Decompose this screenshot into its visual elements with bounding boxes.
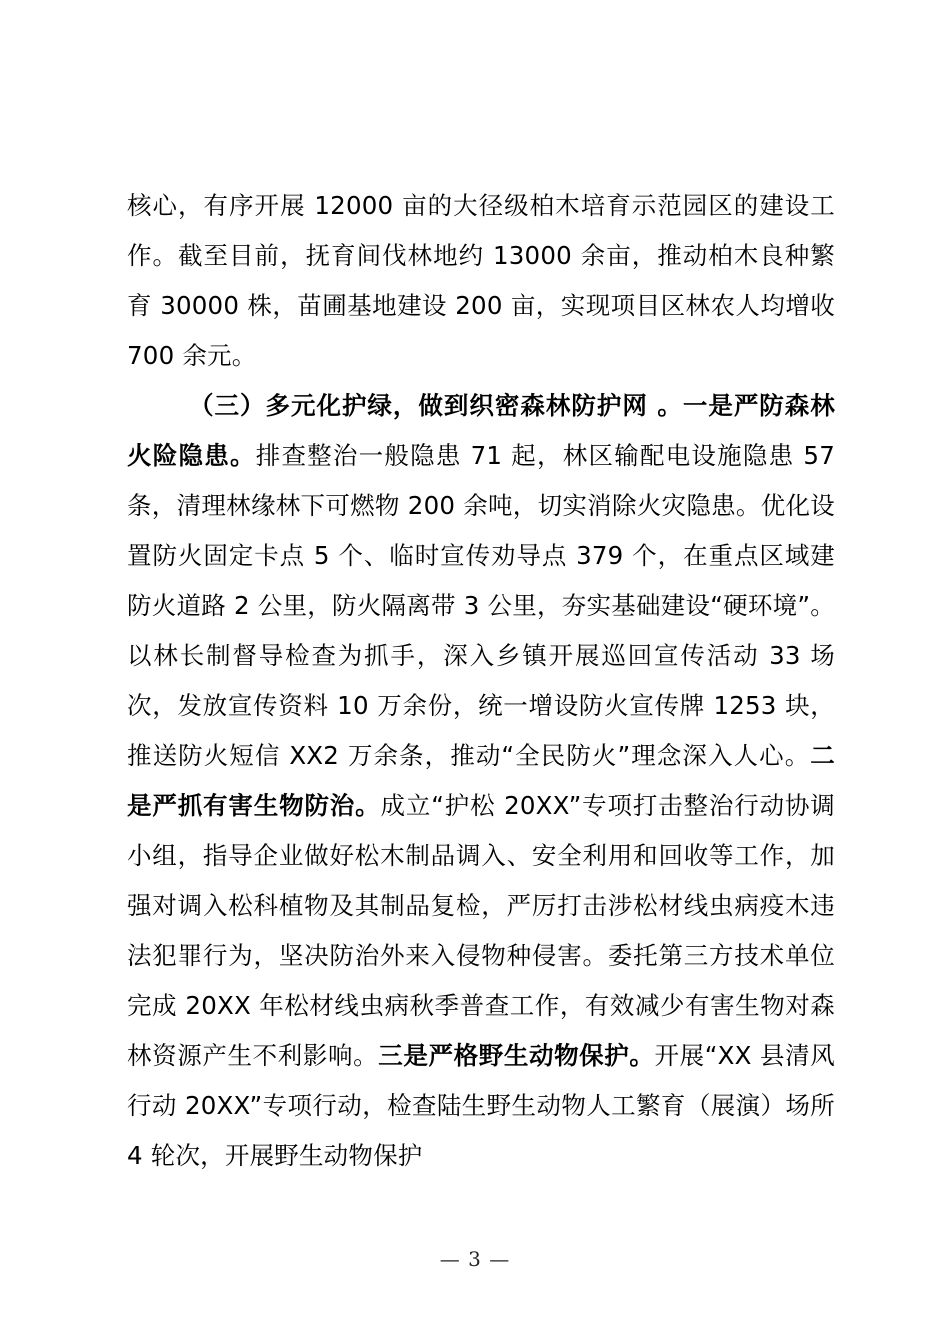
section-heading: （三）多元化护绿，做到织密森林防护网 。一是严防森林火险隐患。 <box>127 391 835 470</box>
paragraph-continuation <box>127 181 835 381</box>
subheading-wildlife-protection: 三是严格野生动物保护。 <box>378 1041 655 1070</box>
page-number: — 3 — <box>439 1247 511 1271</box>
text-run: 成立“护松 20XX”专项打击整治行动协调小组，指导企业做好松木制品调入、安全利用和回收等工作，加强对调入松科植物及其制品复检，严厉打击涉松材线虫病疫木违法犯罪行为，坚决防治外来入侵物种侵害。委托第三方技术单位完成 20XX 年松材线虫病秋季普查工作，有效减少有害生物对森林资源产生不利影响。 <box>127 791 836 1070</box>
text-run: 开展“XX 县清风行动 20XX”专项行动，检查陆生野生动物人工繁育（展演）场所 4 轮次，开展野生动物保护 <box>127 1041 835 1170</box>
subheading-pest-control: 二是严抓有害生物防治。 <box>127 741 835 820</box>
paragraph-section-three <box>127 381 835 1181</box>
text-run: 排查整治一般隐患 71 起，林区输配电设施隐患 57 条，清理林缘林下可燃物 200 余吨，切实消除火灾隐患。优化设置防火固定卡点 5 个、临时宣传劝导点 379 个，在重点区域建防火道路 2 公里，防火隔离带 3 公里，夯实基础建设“硬环境”。以林长制督导检查为抓手，深入乡镇开展巡回宣传活动 33 场次，发放宣传资料 10 万余份，统一增设防火宣传牌 1253 块，推送防火短信 XX2 万余条，推动“全民防火”理念深入人心。 <box>127 441 835 770</box>
body-text <box>127 181 835 1181</box>
text-run: 核心，有序开展 12000 亩的大径级柏木培育示范园区的建设工作。截至目前，抚育间伐林地约 13000 余亩，推动柏木良种繁育 30000 株，苗圃基地建设 200 亩，实现项目区林农人均增收 700 余元。 <box>127 191 835 370</box>
